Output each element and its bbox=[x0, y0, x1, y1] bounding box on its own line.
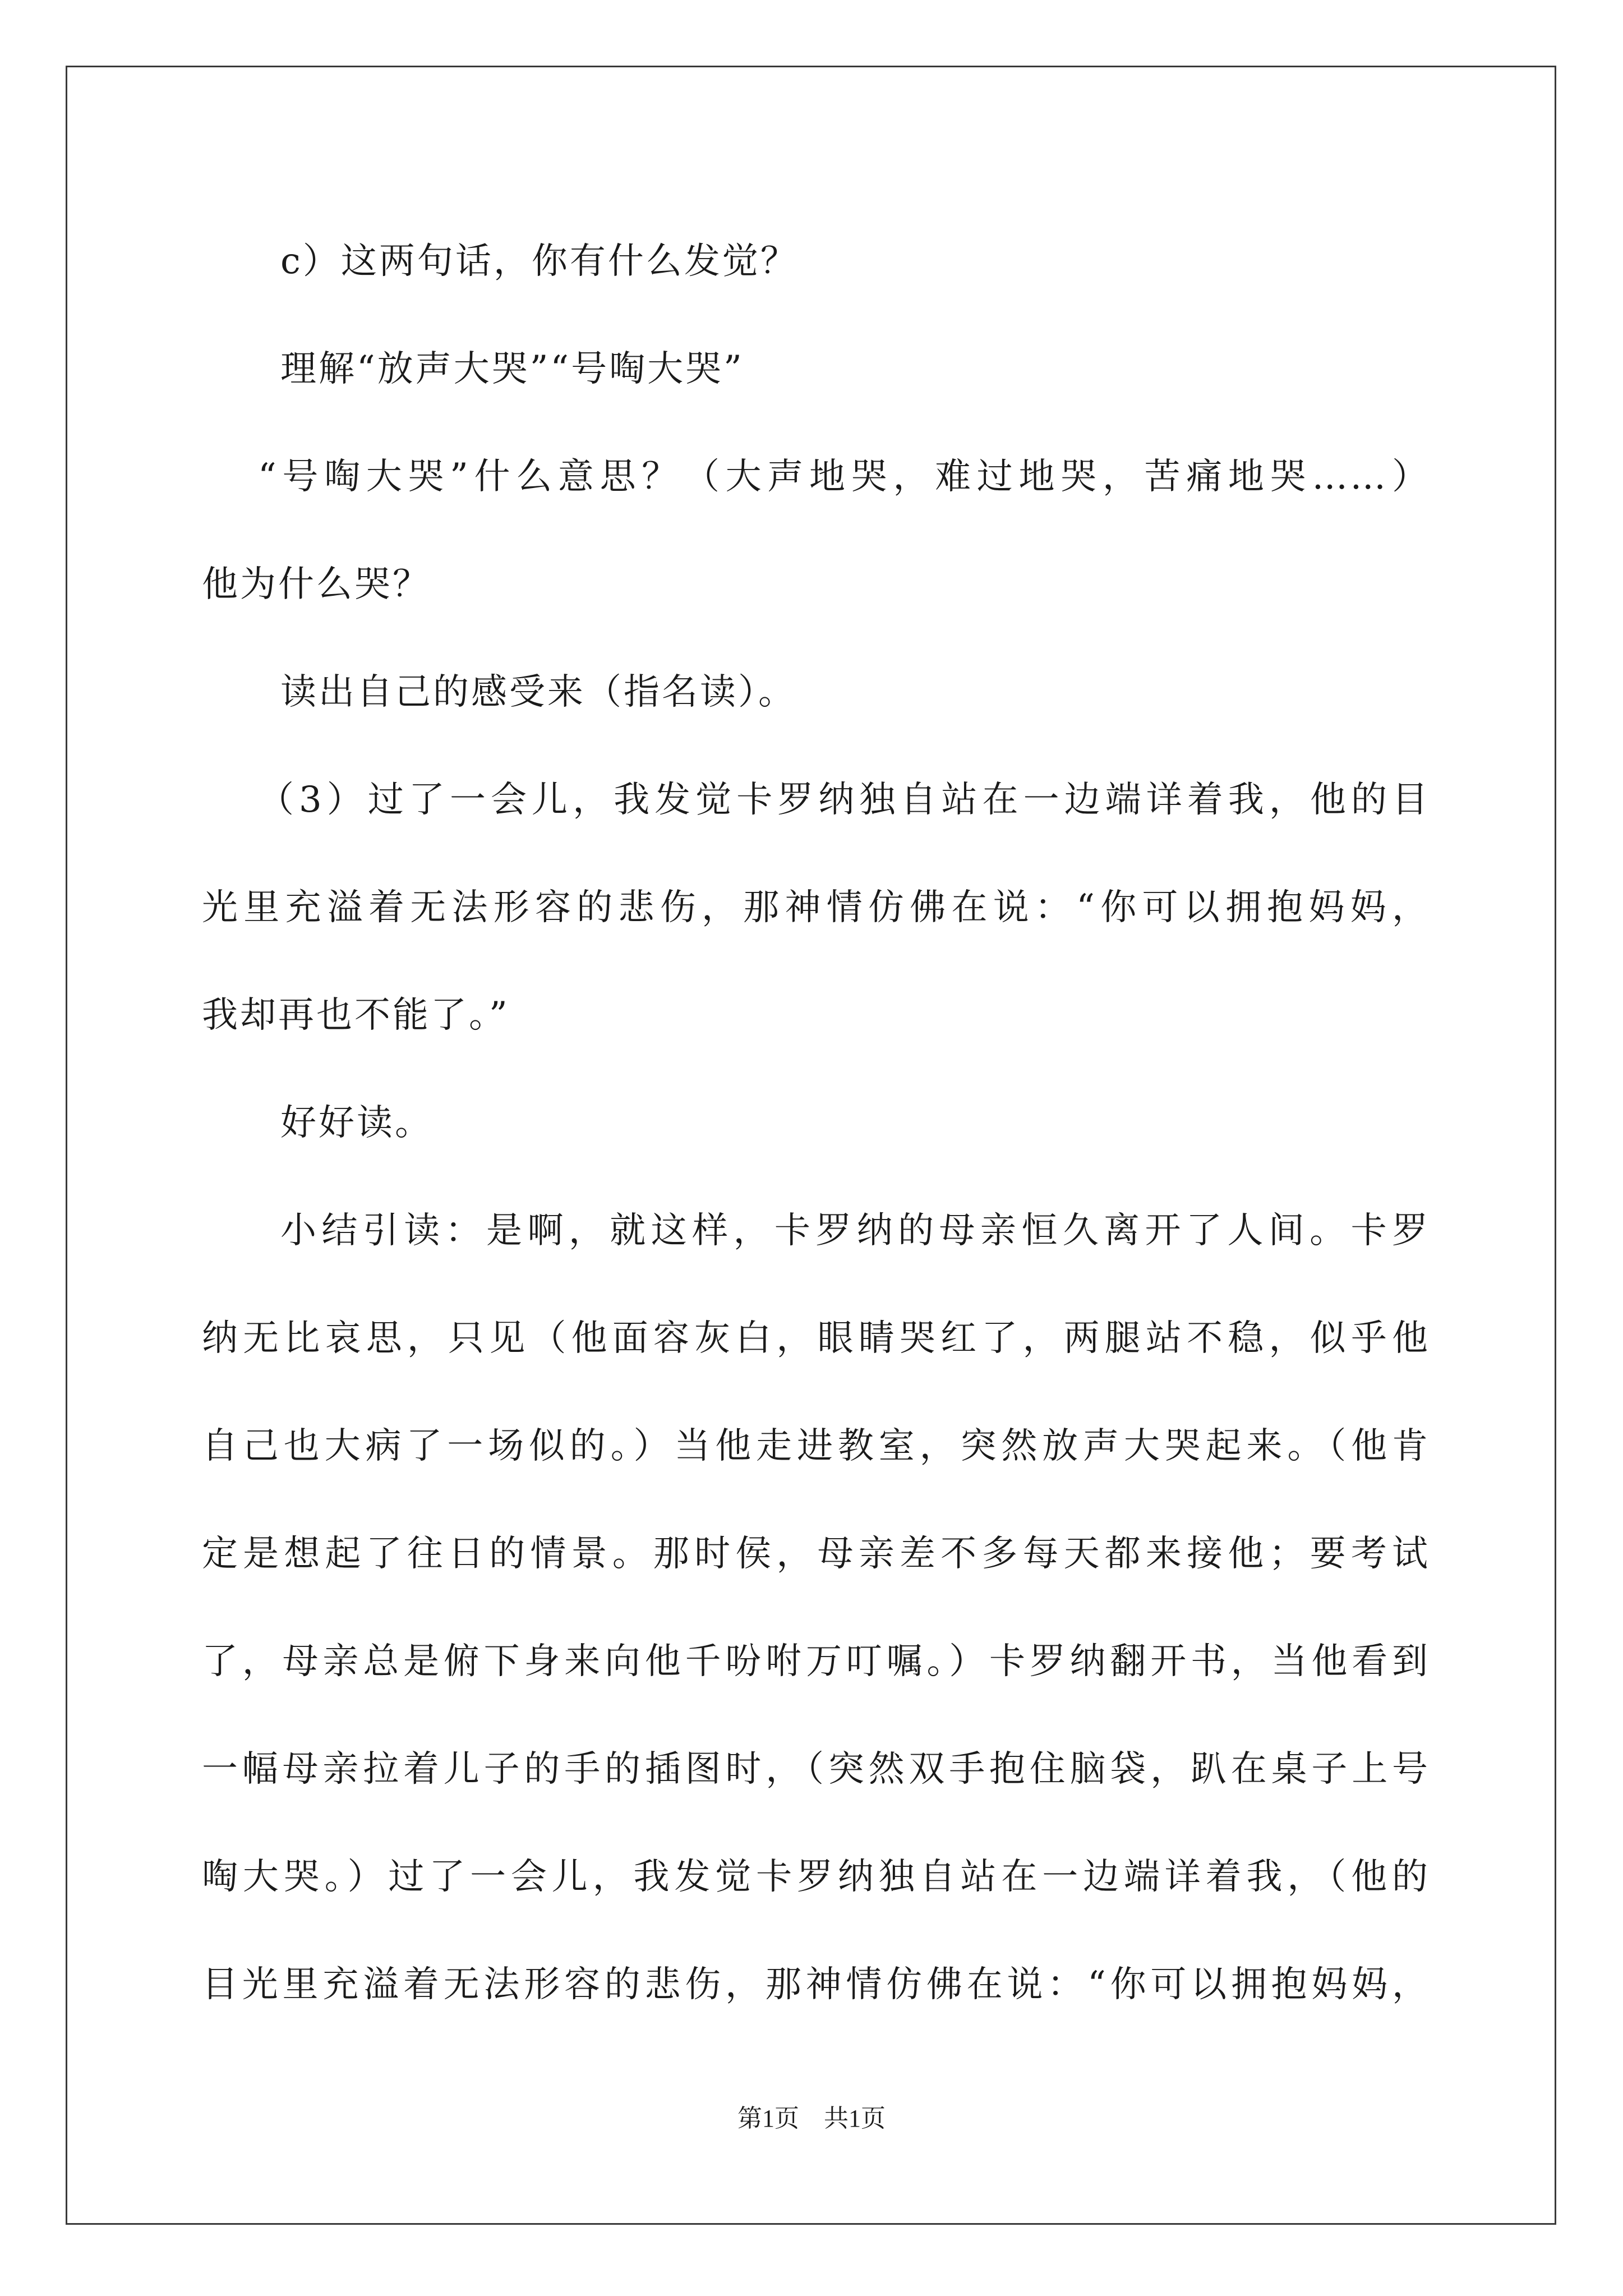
paragraph-line: 纳无比哀思，只见（他面容灰白，眼睛哭红了，两腿站不稳，似乎他 bbox=[202, 1318, 1430, 1359]
paragraph-line: （3）过了一会儿，我发觉卡罗纳独自站在一边端详着我，他的目 bbox=[258, 779, 1430, 821]
paragraph-line: 了，母亲总是俯下身来向他千吩咐万叮嘱。）卡罗纳翻开书，当他看到 bbox=[202, 1641, 1430, 1682]
paragraph-line: 目光里充溢着无法形容的悲伤，那神情仿佛在说：“你可以拥抱妈妈， bbox=[202, 1964, 1430, 2005]
paragraph-line: 啕大哭。）过了一会儿，我发觉卡罗纳独自站在一边端详着我，（他的 bbox=[202, 1856, 1430, 1898]
paragraph-line: 我却再也不能了。” bbox=[202, 995, 510, 1036]
paragraph-line: 定是想起了往日的情景。那时侯，母亲差不多每天都来接他；要考试 bbox=[202, 1533, 1430, 1575]
document-body bbox=[202, 208, 1430, 2039]
paragraph-line: 光里充溢着无法形容的悲伤，那神情仿佛在说：“你可以拥抱妈妈， bbox=[202, 887, 1430, 928]
paragraph-line: 自己也大病了一场似的。）当他走进教室，突然放声大哭起来。（他肯 bbox=[202, 1425, 1430, 1467]
paragraph-line: 读出自己的感受来（指名读）。 bbox=[280, 671, 796, 713]
paragraph-line: 他为什么哭？ bbox=[202, 564, 431, 605]
paragraph-line: 一幅母亲拉着儿子的手的插图时，（突然双手抱住脑袋，趴在桌子上号 bbox=[202, 1749, 1430, 1790]
paragraph-line: 好好读。 bbox=[280, 1102, 433, 1144]
paragraph-line: 小结引读：是啊，就这样，卡罗纳的母亲恒久离开了人间。卡罗 bbox=[280, 1210, 1430, 1251]
paragraph-line: c）这两句话，你有什么发觉？ bbox=[280, 241, 799, 282]
paragraph-line: “号啕大哭”什么意思？（大声地哭，难过地哭，苦痛地哭……） bbox=[258, 456, 1430, 498]
page-footer: 第1页 共1页 bbox=[737, 2105, 886, 2132]
paragraph-line: 理解“放声大哭”“号啕大哭” bbox=[280, 348, 744, 390]
